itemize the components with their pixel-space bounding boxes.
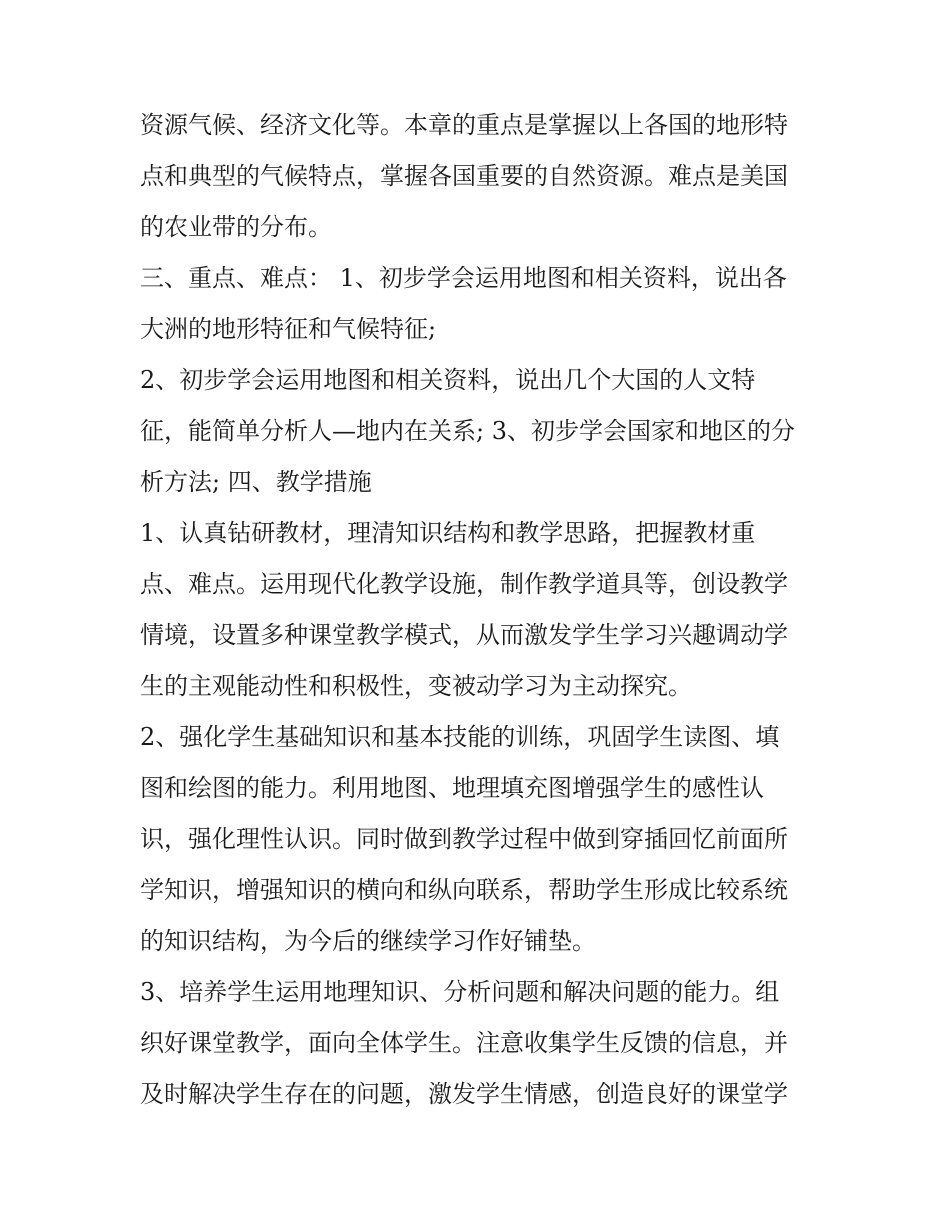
text-line: 及时解决学生存在的问题，激发学生情感，创造良好的课堂学 <box>140 1080 788 1108</box>
text-line: 织好课堂教学，面向全体学生。注意收集学生反馈的信息，并 <box>140 1029 788 1057</box>
text-line: 点和典型的气候特点，掌握各国重要的自然资源。难点是美国 <box>140 162 788 190</box>
text-line: 图和绘图的能力。利用地图、地理填充图增强学生的感性认 <box>140 774 764 802</box>
text-line: 的知识结构，为今后的继续学习作好铺垫。 <box>140 927 596 955</box>
text-line: 识，强化理性认识。同时做到教学过程中做到穿插回忆前面所 <box>140 825 788 853</box>
text-line: 生的主观能动性和积极性，变被动学习为主动探究。 <box>140 672 692 700</box>
body-text <box>140 100 820 1120</box>
text-line: 2、初步学会运用地图和相关资料，说出几个大国的人文特 <box>140 366 756 394</box>
text-line: 大洲的地形特征和气候特征; <box>140 315 437 343</box>
text-line: 1、认真钻研教材，理清知识结构和教学思路，把握教材重 <box>140 519 756 547</box>
text-line: 征，能简单分析人—地内在关系; 3、初步学会国家和地区的分 <box>140 417 795 445</box>
text-line: 点、难点。运用现代化教学设施，制作教学道具等，创设教学 <box>140 570 788 598</box>
text-line: 资源气候、经济文化等。本章的重点是掌握以上各国的地形特 <box>140 111 788 139</box>
text-line: 析方法; 四、教学措施 <box>140 468 372 496</box>
text-line: 的农业带的分布。 <box>140 213 332 241</box>
text-line: 三、重点、难点： 1、初步学会运用地图和相关资料，说出各 <box>140 264 787 292</box>
text-line: 情境，设置多种课堂教学模式，从而激发学生学习兴趣调动学 <box>140 621 788 649</box>
text-line: 学知识，增强知识的横向和纵向联系，帮助学生形成比较系统 <box>140 876 788 904</box>
text-line: 2、强化学生基础知识和基本技能的训练，巩固学生读图、填 <box>140 723 780 751</box>
text-line: 3、培养学生运用地理知识、分析问题和解决问题的能力。组 <box>140 978 780 1006</box>
